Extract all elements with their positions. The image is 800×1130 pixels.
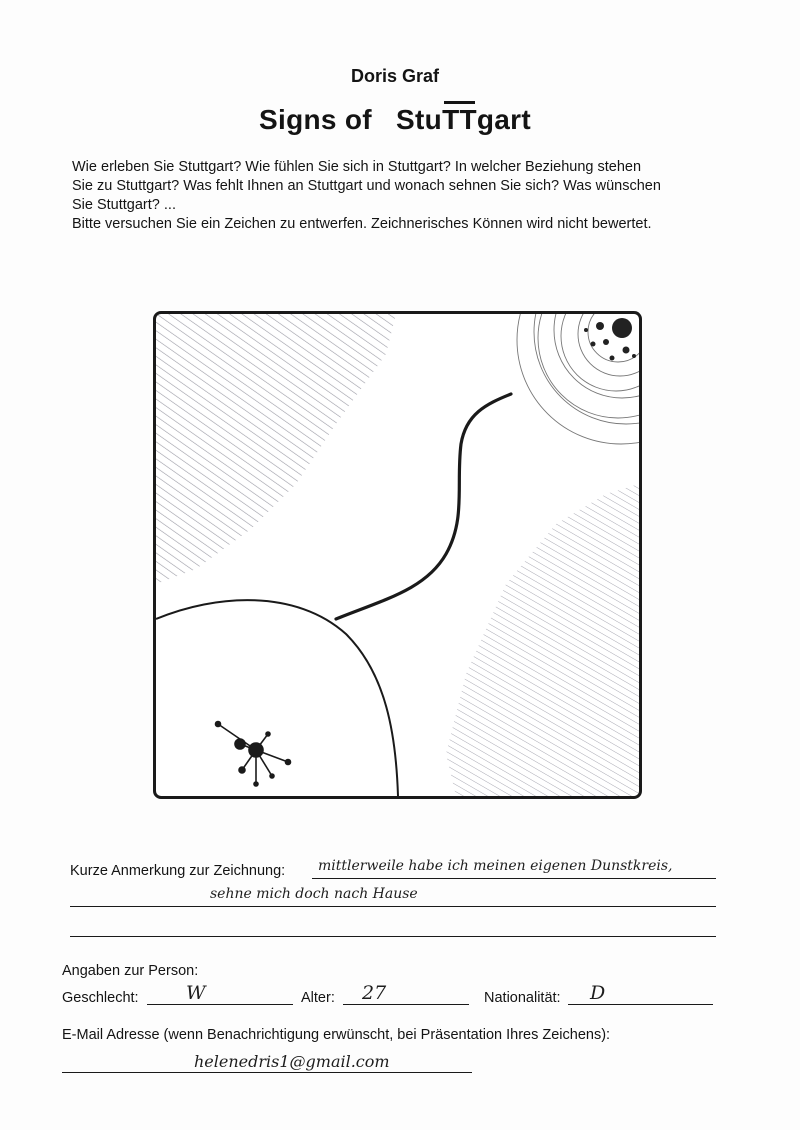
title-part-tt: TT xyxy=(442,104,477,135)
title-part-stu: Stu xyxy=(396,104,443,135)
gender-value: W xyxy=(186,982,206,1004)
sun-core xyxy=(584,318,636,361)
intro-line: Sie Stuttgart? ... xyxy=(72,197,176,213)
comment-line-1: mittlerweile habe ich meinen eigenen Dunstkreis, xyxy=(318,858,673,874)
nationality-label: Nationalität: xyxy=(484,990,561,1006)
gender-underline xyxy=(147,1004,293,1005)
winding-path xyxy=(336,394,511,619)
author-name: Doris Graf xyxy=(350,66,440,86)
age-value: 27 xyxy=(362,982,387,1004)
nationality-underline xyxy=(568,1004,713,1005)
hatched-area-bottom-right xyxy=(446,484,639,796)
drawing-sketch xyxy=(156,314,639,796)
age-underline xyxy=(343,1004,469,1005)
intro-line: Wie erleben Sie Stuttgart? Wie fühlen Sie sich in Stuttgart? In welcher Beziehung stehen xyxy=(72,159,642,175)
comment-label: Kurze Anmerkung zur Zeichnung: xyxy=(70,863,286,879)
page-title xyxy=(0,104,790,136)
comment-underline-1 xyxy=(312,878,716,879)
email-label: E-Mail Adresse (wenn Benachrichtigung erwünscht, bei Präsentation Ihres Zeichens): xyxy=(62,1027,611,1043)
email-value: helenedris1@gmail.com xyxy=(194,1052,390,1071)
person-label: Angaben zur Person: xyxy=(62,963,199,979)
title-part-signs-of: Signs of xyxy=(259,104,372,135)
drawing-frame xyxy=(153,311,642,799)
title-part-gart: gart xyxy=(476,104,531,135)
comment-line-2: sehne mich doch nach Hause xyxy=(210,886,418,902)
gender-label: Geschlecht: xyxy=(62,990,139,1006)
age-label: Alter: xyxy=(301,990,335,1006)
hill-outline xyxy=(156,600,398,796)
comment-underline-2 xyxy=(70,906,716,907)
email-underline xyxy=(62,1072,472,1073)
nationality-value: D xyxy=(590,982,606,1004)
intro-text xyxy=(72,158,752,234)
hatched-area-top-left xyxy=(156,314,396,584)
intro-line: Bitte versuchen Sie ein Zeichen zu entwerfen. Zeichnerisches Können wird nicht bewertet. xyxy=(72,216,652,232)
comment-underline-3 xyxy=(70,936,716,937)
star-figure xyxy=(216,722,291,787)
intro-line: Sie zu Stuttgart? Was fehlt Ihnen an Stuttgart und wonach sehnen Sie sich? Was wünschen xyxy=(72,178,661,194)
